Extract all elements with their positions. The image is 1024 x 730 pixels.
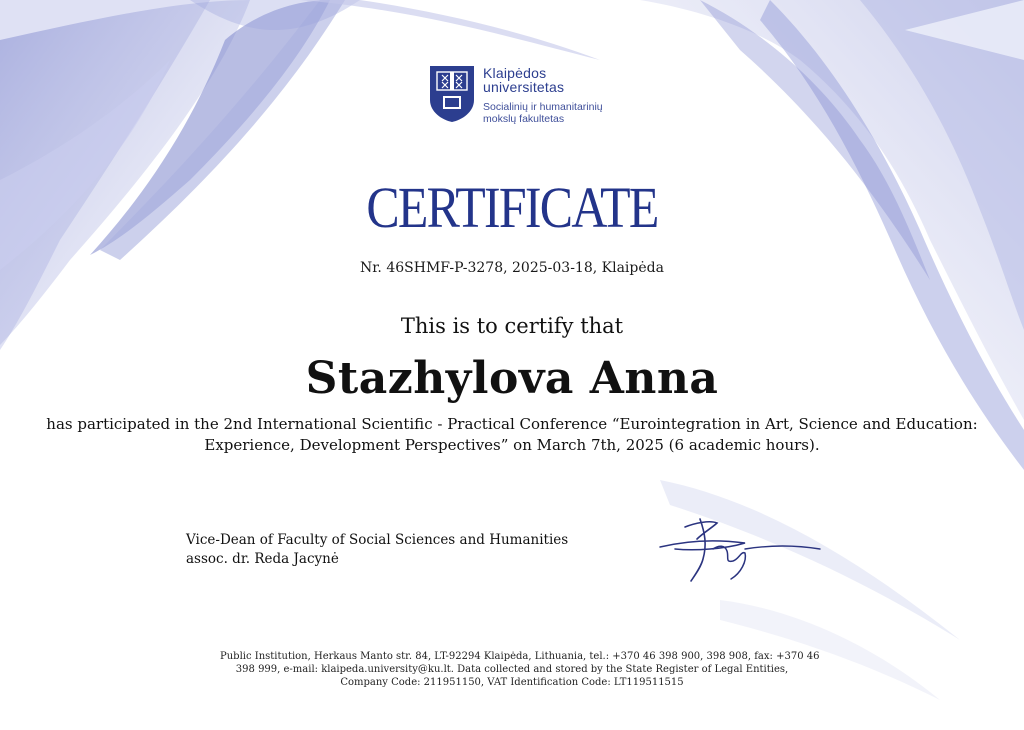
signer-block — [186, 531, 568, 569]
certificate-number: Nr. 46SHMF-P-3278, 2025-03-18, Klaipėda — [360, 260, 664, 276]
logo-faculty-line1: Socialinių ir humanitarinių — [483, 101, 603, 113]
university-logo — [430, 66, 670, 126]
logo-university-name-line1: Klaipėdos — [483, 65, 547, 81]
description-line2: Experience, Development Perspectives” on March 7th, 2025 (6 academic hours). — [204, 436, 820, 454]
certify-intro: This is to certify that — [400, 314, 624, 338]
participation-description — [40, 414, 984, 456]
logo-university-name-line2: universitetas — [483, 79, 565, 95]
footer-line1: Public Institution, Herkaus Manto str. 84, LT-92294 Klaipėda, Lithuania, tel.: +370 46 398 900, 398 908, fax: +370 46 — [220, 651, 820, 662]
handwritten-signature — [655, 515, 825, 590]
university-crest-icon — [430, 66, 474, 122]
footer-line3: Company Code: 211951150, VAT Identification Code: LT119511515 — [340, 677, 684, 688]
signer-name: assoc. dr. Reda Jacynė — [186, 551, 339, 567]
description-line1: has participated in the 2nd International Scientific - Practical Conference “Eurointegration in Art, Science and Education: — [46, 415, 978, 433]
certificate-title: CERTIFICATE — [366, 175, 658, 240]
signer-position: Vice-Dean of Faculty of Social Sciences and Humanities — [186, 532, 569, 548]
logo-faculty-line2: mokslų fakultetas — [483, 113, 565, 125]
footer-institution-details — [220, 650, 820, 689]
recipient-name: Stazhylova Anna — [305, 353, 719, 404]
footer-line2: 398 999, e-mail: klaipeda.university@ku.lt. Data collected and stored by the State Register of Legal Entities, — [235, 664, 789, 675]
